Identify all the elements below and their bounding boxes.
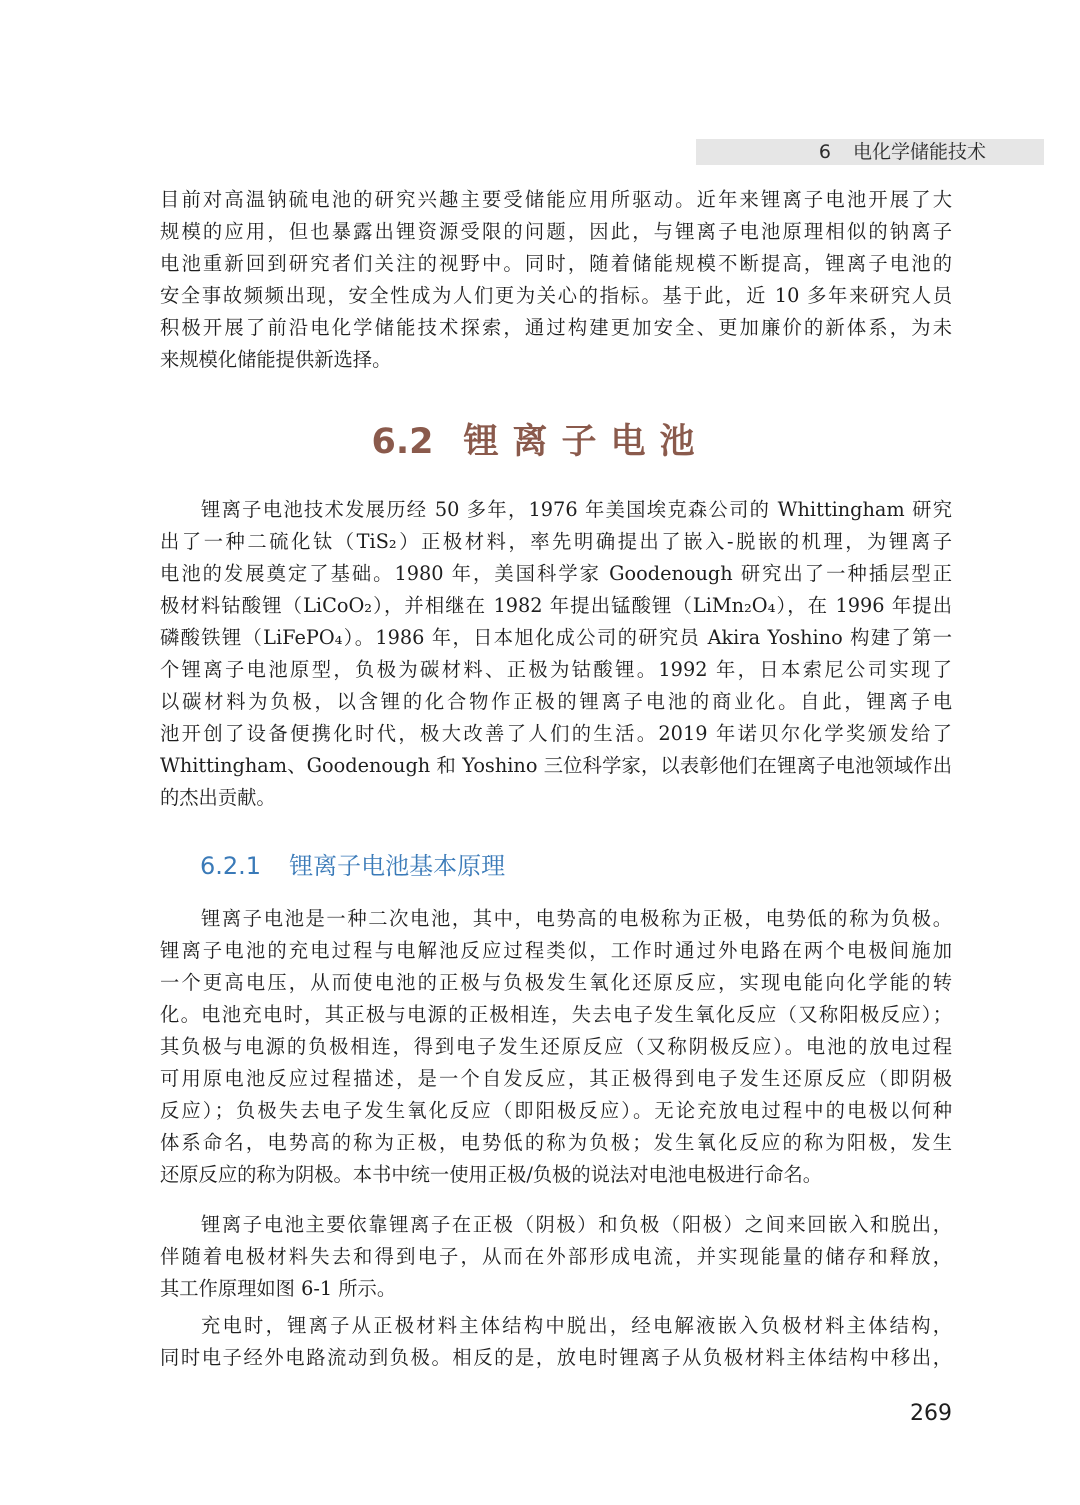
text-line: 一个更高电压，从而使电池的正极与负极发生氧化还原反应，实现电能向化学能的转 <box>160 971 952 994</box>
text-line: 体系命名，电势高的称为正极，电势低的称为负极；发生氧化反应的称为阳极，发生 <box>160 1131 952 1154</box>
subsection-number: 6.2.1 <box>200 852 262 880</box>
principle-paragraph-1 <box>160 903 952 1191</box>
text-line: 伴随着电极材料失去和得到电子，从而在外部形成电流，并实现能量的储存和释放， <box>160 1245 952 1268</box>
text-line: 锂离子电池技术发展历经 50 多年，1976 年美国埃克森公司的 Whittingham 研究 <box>201 498 952 521</box>
chapter-title: 电化学储能技术 <box>852 141 986 163</box>
text-line: 安全事故频频出现，安全性成为人们更为关心的指标。基于此，近 10 多年来研究人员 <box>160 284 952 307</box>
text-line: 以碳材料为负极，以含锂的化合物作正极的锂离子电池的商业化。自此，锂离子电 <box>160 690 952 713</box>
text-line: 可用原电池反应过程描述，是一个自发反应，其正极得到电子发生还原反应（即阴极 <box>160 1067 952 1090</box>
text-line: 个锂离子电池原型，负极为碳材料、正极为钴酸锂。1992 年，日本索尼公司实现了 <box>160 658 952 681</box>
running-header <box>819 138 986 166</box>
section-title: 锂离子电池 <box>463 422 709 462</box>
text-line: 池开创了设备便携化时代，极大改善了人们的生活。2019 年诺贝尔化学奖颁发给了 <box>160 722 952 745</box>
text-line: 来规模化储能提供新选择。 <box>160 348 392 371</box>
subsection-heading <box>200 846 505 886</box>
principle-paragraph-3 <box>160 1310 952 1374</box>
text-line: 电池重新回到研究者们关注的视野中。同时，随着储能规模不断提高，锂离子电池的 <box>160 252 952 275</box>
text-line: 其负极与电源的负极相连，得到电子发生还原反应（又称阴极反应）。电池的放电过程 <box>160 1035 952 1058</box>
principle-paragraph-2 <box>160 1209 952 1305</box>
text-line: 规模的应用，但也暴露出锂资源受限的问题，因此，与锂离子电池原理相似的钠离子 <box>160 220 952 243</box>
text-line: 磷酸铁锂（LiFePO₄）。1986 年，日本旭化成公司的研究员 Akira Yoshino 构建了第一 <box>160 626 952 649</box>
text-line: Whittingham、Goodenough 和 Yoshino 三位科学家，以表彰他们在锂离子电池领域作出 <box>160 754 952 777</box>
text-line: 反应）；负极失去电子发生氧化反应（即阳极反应）。无论充放电过程中的电极以何种 <box>160 1099 952 1122</box>
text-line: 锂离子电池主要依靠锂离子在正极（阴极）和负极（阳极）之间来回嵌入和脱出， <box>201 1213 952 1236</box>
history-paragraph <box>160 494 952 814</box>
section-heading <box>0 417 1080 467</box>
text-line: 目前对高温钠硫电池的研究兴趣主要受储能应用所驱动。近年来锂离子电池开展了大 <box>160 188 952 211</box>
text-line: 锂离子电池的充电过程与电解池反应过程类似，工作时通过外电路在两个电极间施加 <box>160 939 952 962</box>
text-line: 还原反应的称为阴极。本书中统一使用正极/负极的说法对电池电极进行命名。 <box>160 1163 823 1186</box>
text-line: 锂离子电池是一种二次电池，其中，电势高的电极称为正极，电势低的称为负极。 <box>201 907 952 930</box>
page-number: 269 <box>910 1401 952 1426</box>
text-line: 其工作原理如图 6-1 所示。 <box>160 1277 397 1300</box>
text-line: 化。电池充电时，其正极与电源的正极相连，失去电子发生氧化反应（又称阳极反应）； <box>160 1003 952 1026</box>
text-line: 极材料钴酸锂（LiCoO₂），并相继在 1982 年提出锰酸锂（LiMn₂O₄），在 1996 年提出 <box>160 594 952 617</box>
chapter-number: 6 <box>818 141 831 163</box>
text-line: 充电时，锂离子从正极材料主体结构中脱出，经电解液嵌入负极材料主体结构， <box>201 1314 952 1337</box>
text-line: 积极开展了前沿电化学储能技术探索，通过构建更加安全、更加廉价的新体系，为未 <box>160 316 952 339</box>
section-number: 6.2 <box>371 422 434 462</box>
text-line: 电池的发展奠定了基础。1980 年，美国科学家 Goodenough 研究出了一种插层型正 <box>160 562 952 585</box>
intro-paragraph <box>160 184 952 376</box>
text-line: 出了一种二硫化钛（TiS₂）正极材料，率先明确提出了嵌入-脱嵌的机理，为锂离子 <box>160 530 952 553</box>
text-line: 同时电子经外电路流动到负极。相反的是，放电时锂离子从负极材料主体结构中移出， <box>160 1346 952 1369</box>
text-line: 的杰出贡献。 <box>160 786 276 809</box>
subsection-title: 锂离子电池基本原理 <box>289 852 506 880</box>
